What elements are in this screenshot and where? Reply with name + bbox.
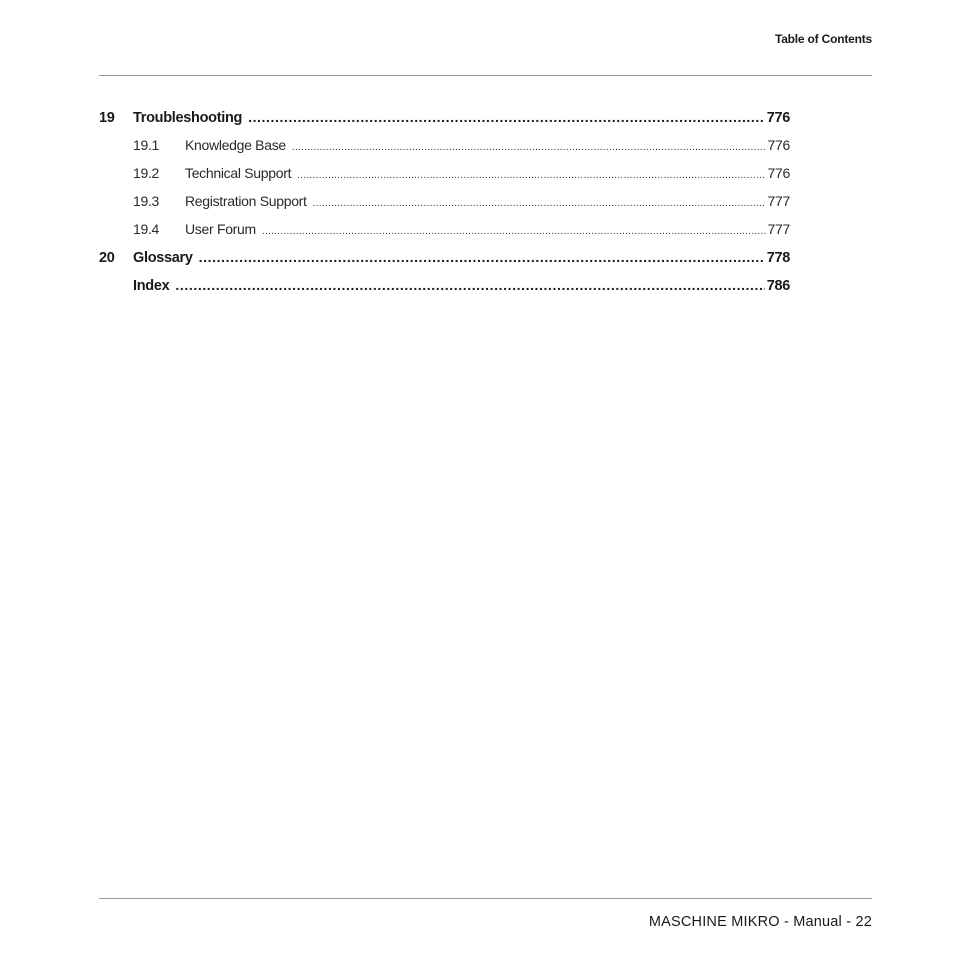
toc-entry-number: 19.3 [133,193,160,209]
toc-entry-page: 786 [766,278,790,294]
toc-entry-title: Knowledge Base [185,137,286,153]
dot-leader [313,193,766,215]
toc-entry-index[interactable] [99,274,790,302]
toc-entry-number: 19 [99,110,115,126]
toc-entry-page: 778 [766,250,790,266]
toc-entry-title: Index [133,278,170,294]
toc-entry-page: 776 [767,165,790,181]
dot-leader [175,274,764,296]
toc-entry-technical-support[interactable] [99,162,790,190]
toc-entry-title: Technical Support [185,165,292,181]
dot-leader [199,246,765,268]
toc-entry-troubleshooting[interactable] [99,106,790,134]
toc-entry-title: Troubleshooting [133,110,243,126]
toc-entry-knowledge-base[interactable] [99,134,790,162]
toc-entry-user-forum[interactable] [99,218,790,246]
page-footer: MASCHINE MIKRO - Manual - 22 [648,914,872,930]
toc-entry-number: 20 [99,250,115,266]
toc-entry-number: 19.4 [133,221,160,237]
toc-entry-page: 777 [767,193,790,209]
footer-divider [99,898,872,899]
toc-entry-page: 776 [766,110,790,126]
toc-entry-number: 19.2 [133,165,160,181]
toc-entry-title: Glossary [133,250,193,266]
toc-entry-registration-support[interactable] [99,190,790,218]
header-divider [99,75,872,76]
dot-leader [297,165,765,187]
dot-leader [262,221,766,243]
toc-entry-glossary[interactable] [99,246,790,274]
toc-entry-title: Registration Support [185,193,307,209]
toc-entry-page: 777 [767,221,790,237]
toc-entry-title: User Forum [185,221,256,237]
running-header-title: Table of Contents [774,32,872,46]
toc-entry-number: 19.1 [133,137,160,153]
table-of-contents [99,106,790,302]
dot-leader [292,137,766,159]
toc-entry-page: 776 [767,137,790,153]
dot-leader [248,106,765,128]
